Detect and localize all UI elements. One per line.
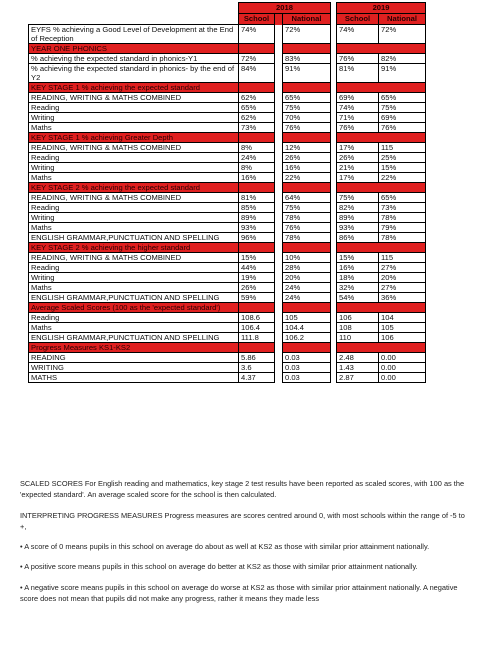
table-row xyxy=(29,363,426,373)
school-2019-value: 71% xyxy=(337,113,379,123)
school-2018-value: 96% xyxy=(239,233,275,243)
national-2018-value: 104.4 xyxy=(283,323,331,333)
school-2018-value: 8% xyxy=(239,163,275,173)
national-2019-value: 27% xyxy=(379,283,426,293)
national-2018-value: 20% xyxy=(283,273,331,283)
note-score-negative: • A negative score means pupils in this school on average do worse at KS2 as those with similar prior attainment nationally. A negative score does not mean that pupils did not make any progress, rather it means they made less xyxy=(20,582,458,604)
table-row xyxy=(29,123,426,133)
national-2019-value: 22% xyxy=(379,173,426,183)
school-2018-value: 62% xyxy=(239,93,275,103)
table-row xyxy=(29,263,426,273)
school-2018-value: 8% xyxy=(239,143,275,153)
national-2018-value: 0.03 xyxy=(283,353,331,363)
school-2018-value: 85% xyxy=(239,203,275,213)
school-2019-value: 17% xyxy=(337,173,379,183)
row-label: % achieving the expected standard in phonics- by the end of Y2 xyxy=(29,64,239,83)
school-2018-value: 81% xyxy=(239,193,275,203)
table-row xyxy=(29,353,426,363)
national-2018-value: 0.03 xyxy=(283,373,331,383)
national-2018-value: 91% xyxy=(283,64,331,83)
table-row xyxy=(29,273,426,283)
row-label: ENGLISH GRAMMAR,PUNCTUATION AND SPELLING xyxy=(29,233,239,243)
national-2018-value: 83% xyxy=(283,54,331,64)
school-2019-header: School xyxy=(337,14,379,25)
national-2019-value: 65% xyxy=(379,193,426,203)
table-row xyxy=(29,323,426,333)
school-2018-value: 24% xyxy=(239,153,275,163)
row-label: Maths xyxy=(29,323,239,333)
national-2018-value: 72% xyxy=(283,25,331,44)
national-2018-value: 22% xyxy=(283,173,331,183)
table-row xyxy=(29,333,426,343)
year-2019-header: 2019 xyxy=(337,3,426,14)
table-row xyxy=(29,113,426,123)
school-2018-value: 15% xyxy=(239,253,275,263)
school-2019-value: 93% xyxy=(337,223,379,233)
national-2019-value: 105 xyxy=(379,323,426,333)
section-title: Average Scaled Scores (100 as the 'expected standard') xyxy=(29,303,239,313)
school-2019-value: 76% xyxy=(337,54,379,64)
school-2019-value: 2.87 xyxy=(337,373,379,383)
table-row xyxy=(29,313,426,323)
school-2018-value: 16% xyxy=(239,173,275,183)
table-row xyxy=(29,93,426,103)
row-label: Reading xyxy=(29,153,239,163)
national-2018-value: 76% xyxy=(283,123,331,133)
national-2018-value: 70% xyxy=(283,113,331,123)
year-2018-header: 2018 xyxy=(239,3,331,14)
national-2019-value: 82% xyxy=(379,54,426,64)
national-2019-value: 75% xyxy=(379,103,426,113)
school-2019-value: 17% xyxy=(337,143,379,153)
table-row xyxy=(29,213,426,223)
national-2018-value: 75% xyxy=(283,203,331,213)
national-2019-value: 20% xyxy=(379,273,426,283)
national-2018-value: 26% xyxy=(283,153,331,163)
national-2018-header: National xyxy=(283,14,331,25)
row-label: EYFS % achieving a Good Level of Development at the End of Reception xyxy=(29,25,239,44)
national-2019-value: 76% xyxy=(379,123,426,133)
school-2019-value: 15% xyxy=(337,253,379,263)
national-2019-value: 0.00 xyxy=(379,353,426,363)
school-2019-value: 86% xyxy=(337,233,379,243)
school-2018-value: 59% xyxy=(239,293,275,303)
school-2019-value: 76% xyxy=(337,123,379,133)
section-header-row xyxy=(29,133,426,143)
school-2018-value: 65% xyxy=(239,103,275,113)
school-2018-value: 5.86 xyxy=(239,353,275,363)
national-2018-value: 65% xyxy=(283,93,331,103)
row-label: Reading xyxy=(29,313,239,323)
national-2019-value: 69% xyxy=(379,113,426,123)
school-2018-value: 72% xyxy=(239,54,275,64)
national-2019-value: 78% xyxy=(379,233,426,243)
section-title: KEY STAGE 2 % achieving the higher standard xyxy=(29,243,239,253)
table-row xyxy=(29,173,426,183)
school-2018-value: 4.37 xyxy=(239,373,275,383)
national-2019-value: 25% xyxy=(379,153,426,163)
national-2018-value: 24% xyxy=(283,283,331,293)
school-2019-value: 82% xyxy=(337,203,379,213)
school-2018-value: 106.4 xyxy=(239,323,275,333)
national-2019-value: 65% xyxy=(379,93,426,103)
table-row xyxy=(29,163,426,173)
national-2019-value: 79% xyxy=(379,223,426,233)
school-2018-value: 74% xyxy=(239,25,275,44)
header-row-years xyxy=(29,3,426,14)
school-2019-value: 74% xyxy=(337,25,379,44)
row-label: READING, WRITING & MATHS COMBINED xyxy=(29,253,239,263)
school-2019-value: 89% xyxy=(337,213,379,223)
school-2018-value: 19% xyxy=(239,273,275,283)
national-2019-value: 27% xyxy=(379,263,426,273)
row-label: Reading xyxy=(29,203,239,213)
school-2018-value: 3.6 xyxy=(239,363,275,373)
national-2018-value: 24% xyxy=(283,293,331,303)
results-table xyxy=(28,2,426,383)
section-header-row xyxy=(29,303,426,313)
school-2019-value: 54% xyxy=(337,293,379,303)
table-row xyxy=(29,25,426,44)
section-title: Progress Measures KS1-KS2 xyxy=(29,343,239,353)
row-label: Maths xyxy=(29,123,239,133)
school-2019-value: 2.48 xyxy=(337,353,379,363)
row-label: ENGLISH GRAMMAR,PUNCTUATION AND SPELLING xyxy=(29,293,239,303)
table-row xyxy=(29,103,426,113)
national-2019-value: 36% xyxy=(379,293,426,303)
header-row-columns xyxy=(29,14,426,25)
section-header-row xyxy=(29,83,426,93)
national-2018-value: 75% xyxy=(283,103,331,113)
national-2018-value: 78% xyxy=(283,233,331,243)
school-2018-value: 62% xyxy=(239,113,275,123)
school-2019-value: 106 xyxy=(337,313,379,323)
national-2018-value: 10% xyxy=(283,253,331,263)
row-label: Maths xyxy=(29,223,239,233)
school-2018-value: 108.6 xyxy=(239,313,275,323)
table-row xyxy=(29,64,426,83)
school-2018-value: 111.8 xyxy=(239,333,275,343)
table-row xyxy=(29,233,426,243)
school-2018-value: 26% xyxy=(239,283,275,293)
table-row xyxy=(29,143,426,153)
school-2019-value: 21% xyxy=(337,163,379,173)
row-label: ENGLISH GRAMMAR,PUNCTUATION AND SPELLING xyxy=(29,333,239,343)
row-label: READING, WRITING & MATHS COMBINED xyxy=(29,143,239,153)
section-header-row xyxy=(29,343,426,353)
school-2019-value: 1.43 xyxy=(337,363,379,373)
section-header-row xyxy=(29,183,426,193)
notes xyxy=(20,478,472,613)
school-2019-value: 81% xyxy=(337,64,379,83)
school-2018-value: 84% xyxy=(239,64,275,83)
school-2019-value: 108 xyxy=(337,323,379,333)
national-2019-value: 0.00 xyxy=(379,363,426,373)
school-2018-value: 89% xyxy=(239,213,275,223)
national-2019-value: 104 xyxy=(379,313,426,323)
national-2019-value: 91% xyxy=(379,64,426,83)
national-2018-value: 64% xyxy=(283,193,331,203)
table-row xyxy=(29,54,426,64)
row-label: Writing xyxy=(29,273,239,283)
school-2019-value: 74% xyxy=(337,103,379,113)
section-header-row xyxy=(29,44,426,54)
row-label: MATHS xyxy=(29,373,239,383)
national-2018-value: 78% xyxy=(283,213,331,223)
school-2019-value: 32% xyxy=(337,283,379,293)
row-label: Reading xyxy=(29,103,239,113)
table-row xyxy=(29,153,426,163)
national-2019-value: 115 xyxy=(379,143,426,153)
row-label: Maths xyxy=(29,283,239,293)
national-2018-value: 0.03 xyxy=(283,363,331,373)
row-label: READING, WRITING & MATHS COMBINED xyxy=(29,93,239,103)
national-2018-value: 16% xyxy=(283,163,331,173)
national-2018-value: 76% xyxy=(283,223,331,233)
national-2019-value: 78% xyxy=(379,213,426,223)
school-2019-value: 18% xyxy=(337,273,379,283)
school-2019-value: 69% xyxy=(337,93,379,103)
school-2018-value: 44% xyxy=(239,263,275,273)
row-label: Reading xyxy=(29,263,239,273)
row-label: WRITING xyxy=(29,363,239,373)
table-row xyxy=(29,203,426,213)
note-progress-measures: INTERPRETING PROGRESS MEASURES Progress measures are scores centred around 0, with most schools within the range of -5 to +, xyxy=(20,510,465,531)
table-row xyxy=(29,223,426,233)
table-row xyxy=(29,283,426,293)
row-label: Writing xyxy=(29,113,239,123)
row-label: Writing xyxy=(29,213,239,223)
row-label: Maths xyxy=(29,173,239,183)
national-2019-value: 106 xyxy=(379,333,426,343)
national-2019-value: 15% xyxy=(379,163,426,173)
school-2018-header: School xyxy=(239,14,275,25)
row-label: READING xyxy=(29,353,239,363)
table-row xyxy=(29,373,426,383)
national-2018-value: 28% xyxy=(283,263,331,273)
national-2019-value: 0.00 xyxy=(379,373,426,383)
row-label: READING, WRITING & MATHS COMBINED xyxy=(29,193,239,203)
school-2019-value: 75% xyxy=(337,193,379,203)
school-2018-value: 93% xyxy=(239,223,275,233)
national-2019-value: 73% xyxy=(379,203,426,213)
national-2018-value: 12% xyxy=(283,143,331,153)
note-score-zero: • A score of 0 means pupils in this school on average do about as well at KS2 as those with similar prior attainment nationally. xyxy=(20,542,430,552)
table-row xyxy=(29,293,426,303)
section-title: KEY STAGE 1 % achieving Greater Depth xyxy=(29,133,239,143)
section-title: YEAR ONE PHONICS xyxy=(29,44,239,54)
school-2019-value: 26% xyxy=(337,153,379,163)
note-scaled-scores: SCALED SCORES For English reading and mathematics, key stage 2 test results have been reported as scaled scores, with 100 as the 'expected standard'. An average scaled score for the school is then calculated. xyxy=(20,479,465,500)
school-2018-value: 73% xyxy=(239,123,275,133)
national-2019-header: National xyxy=(379,14,426,25)
national-2019-value: 115 xyxy=(379,253,426,263)
table-row xyxy=(29,193,426,203)
table-row xyxy=(29,253,426,263)
national-2018-value: 105 xyxy=(283,313,331,323)
national-2019-value: 72% xyxy=(379,25,426,44)
school-2019-value: 110 xyxy=(337,333,379,343)
row-label: % achieving the expected standard in phonics-Y1 xyxy=(29,54,239,64)
note-score-positive: • A positive score means pupils in this school on average do better at KS2 as those with similar prior attainment nationally. xyxy=(20,562,418,572)
school-2019-value: 16% xyxy=(337,263,379,273)
section-title: KEY STAGE 1 % achieving the expected standard xyxy=(29,83,239,93)
row-label: Writing xyxy=(29,163,239,173)
section-header-row xyxy=(29,243,426,253)
section-title: KEY STAGE 2 % achieving the expected standard xyxy=(29,183,239,193)
national-2018-value: 106.2 xyxy=(283,333,331,343)
